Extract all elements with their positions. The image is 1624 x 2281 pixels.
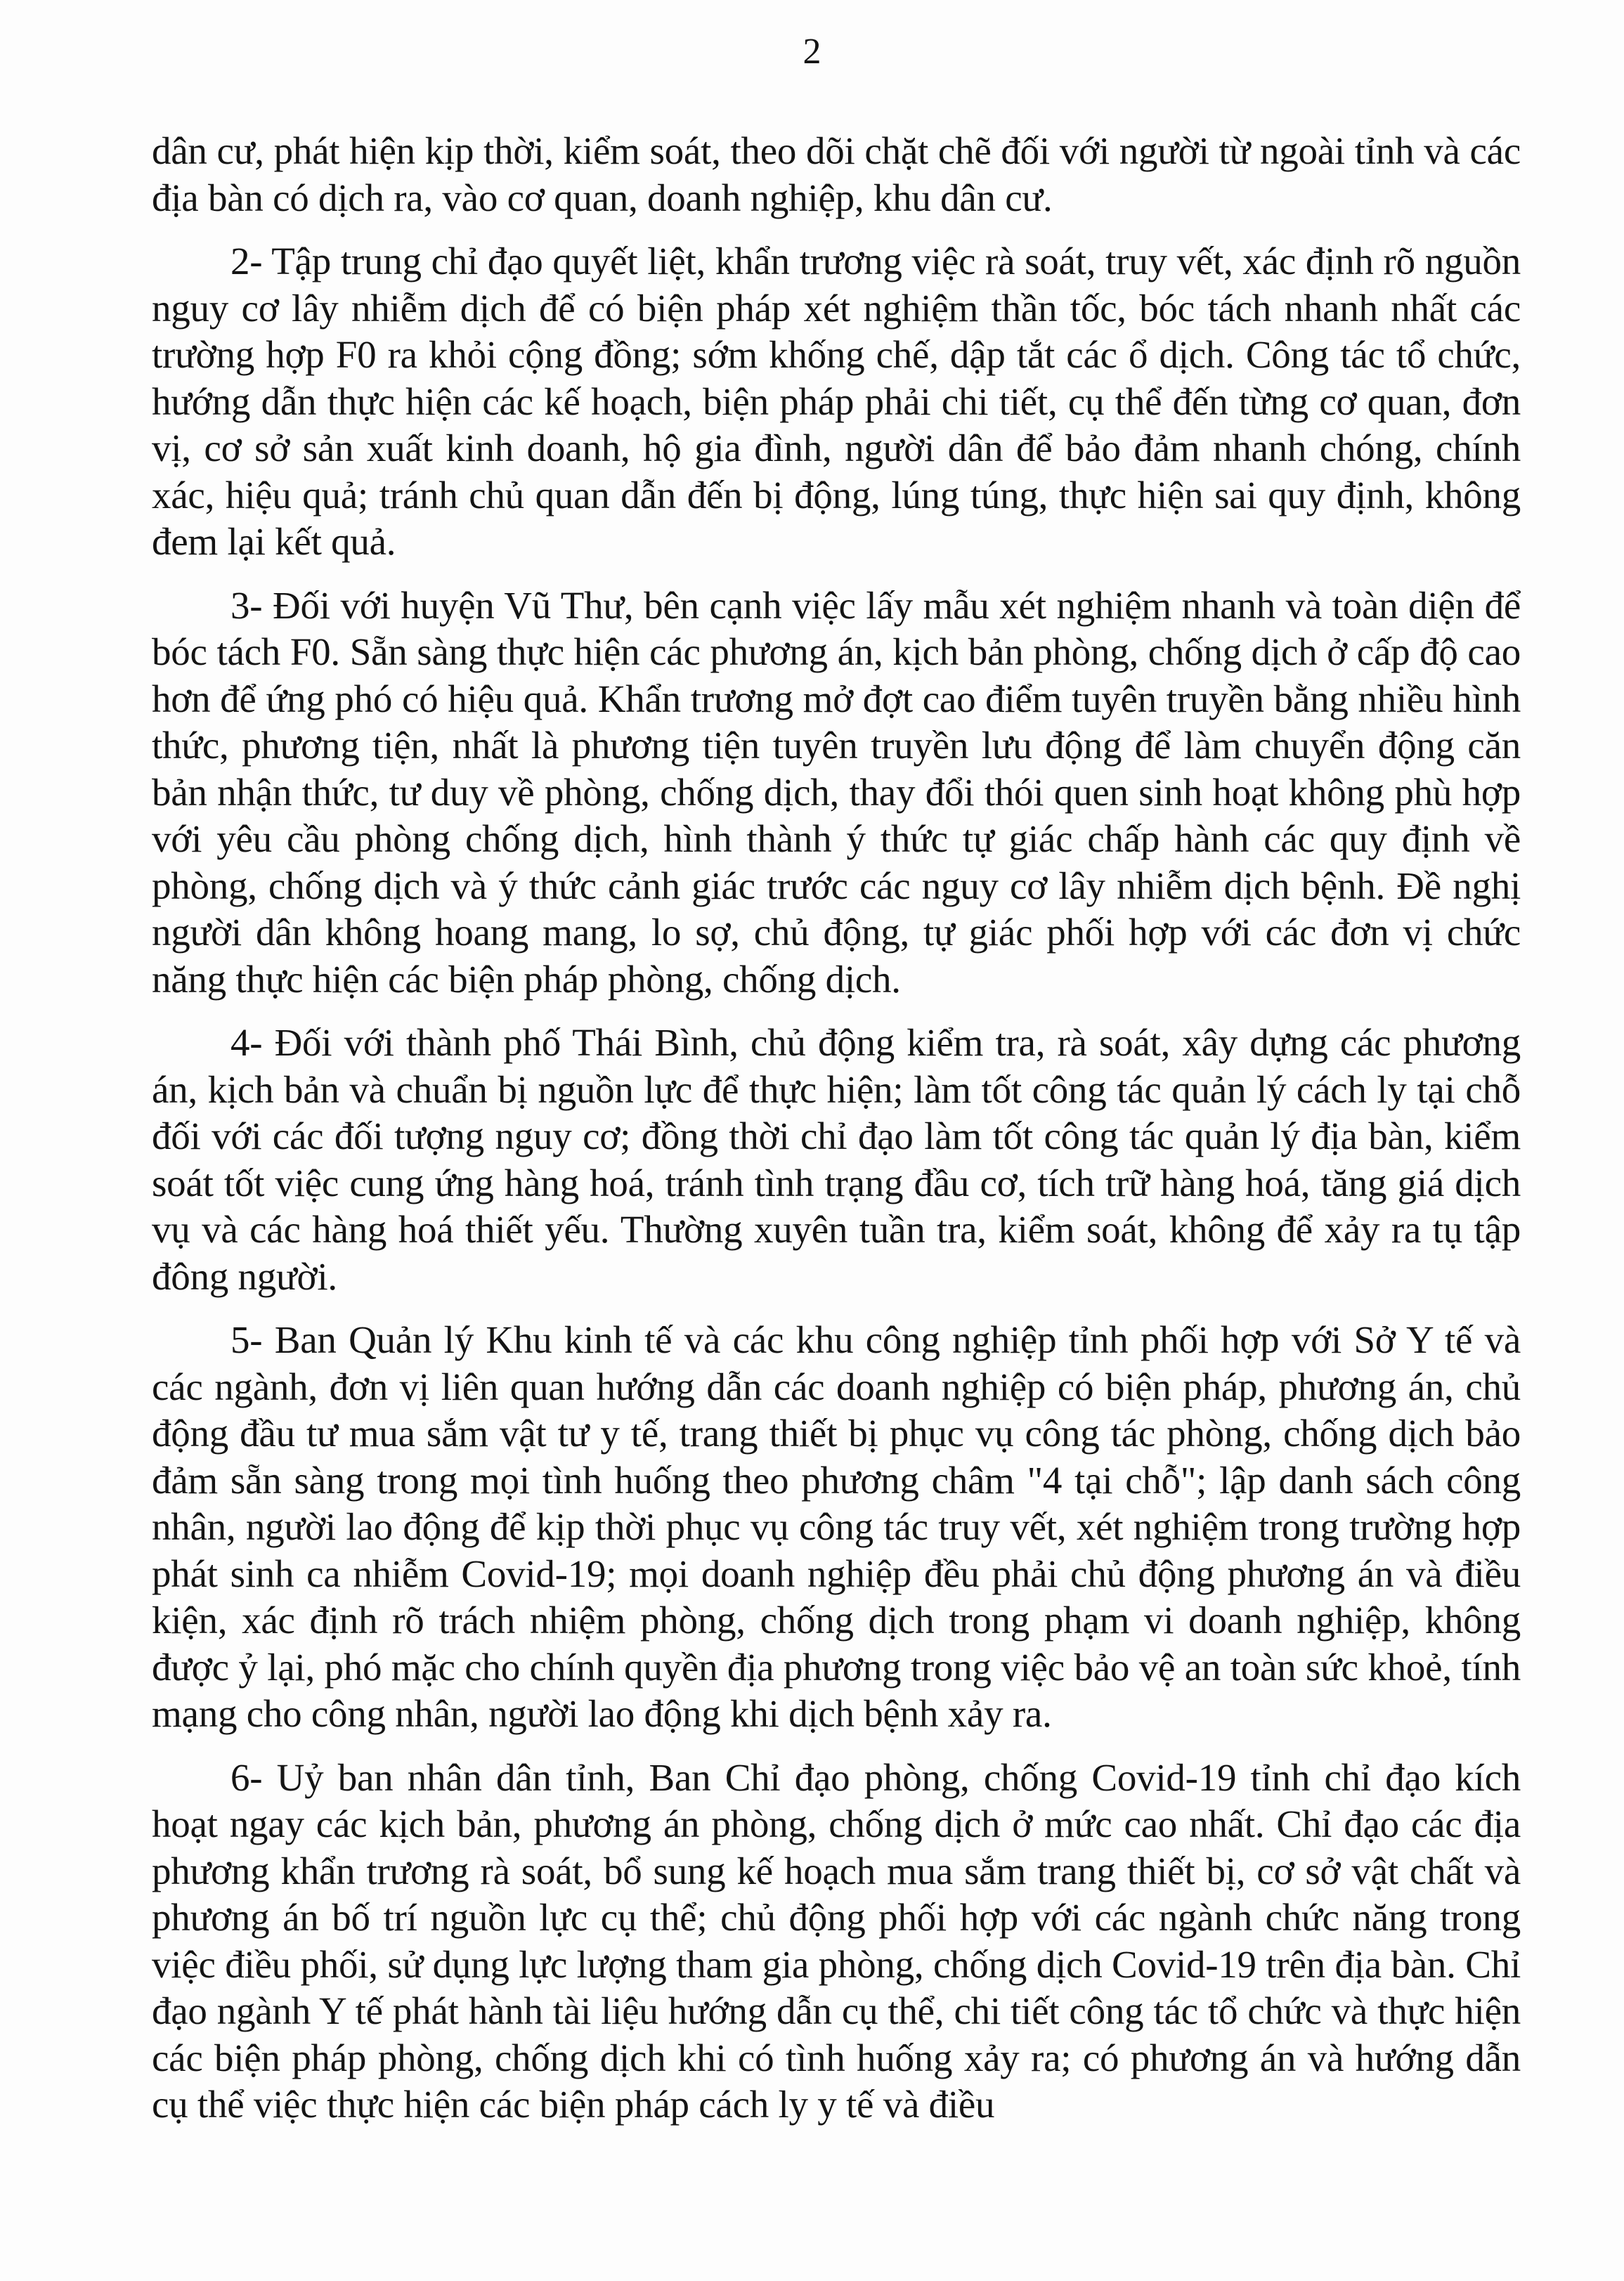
paragraph-item-6: 6- Uỷ ban nhân dân tỉnh, Ban Chỉ đạo phòng, chống Covid-19 tỉnh chỉ đạo kích hoạt ngay các kịch bản, phương án phòng, chống dịch ở mức cao nhất. Chỉ đạo các địa phương khẩn trương rà soát, bổ sung kế hoạch mua sắm trang thiết bị, cơ sở vật chất và phương án bố trí nguồn lực cụ thể; chủ động phối hợp với các ngành chức năng trong việc điều phối, sử dụng lực lượng tham gia phòng, chống dịch Covid-19 trên địa bàn. Chỉ đạo ngành Y tế phát hành tài liệu hướng dẫn cụ thể, chi tiết công tác tổ chức và thực hiện các biện pháp phòng, chống dịch khi có tình huống xảy ra; có phương án và hướng dẫn cụ thể việc thực hiện các biện pháp cách ly y tế và điều (152, 1755, 1521, 2126)
document-body (152, 128, 1521, 2129)
paragraph-item-2: 2- Tập trung chỉ đạo quyết liệt, khẩn trương việc rà soát, truy vết, xác định rõ nguồn nguy cơ lây nhiễm dịch để có biện pháp xét nghiệm thần tốc, bóc tách nhanh nhất các trường hợp F0 ra khỏi cộng đồng; sớm khống chế, dập tắt các ổ dịch. Công tác tổ chức, hướng dẫn thực hiện các kế hoạch, biện pháp phải chi tiết, cụ thể đến từng cơ quan, đơn vị, cơ sở sản xuất kinh doanh, hộ gia đình, người dân để bảo đảm nhanh chóng, chính xác, hiệu quả; tránh chủ quan dẫn đến bị động, lúng túng, thực hiện sai quy định, không đem lại kết quả. (152, 240, 1521, 563)
page-number: 2 (803, 32, 821, 72)
paragraph-continuation: dân cư, phát hiện kịp thời, kiểm soát, theo dõi chặt chẽ đối với người từ ngoài tỉnh và các địa bàn có dịch ra, vào cơ quan, doanh nghiệp, khu dân cư. (152, 129, 1521, 219)
paragraph-item-4: 4- Đối với thành phố Thái Bình, chủ động kiểm tra, rà soát, xây dựng các phương án, kịch bản và chuẩn bị nguồn lực để thực hiện; làm tốt công tác quản lý cách ly tại chỗ đối với các đối tượng nguy cơ; đồng thời chỉ đạo làm tốt công tác quản lý địa bàn, kiểm soát tốt việc cung ứng hàng hoá, tránh tình trạng đầu cơ, tích trữ hàng hoá, tăng giá dịch vụ và các hàng hoá thiết yếu. Thường xuyên tuần tra, kiểm soát, không để xảy ra tụ tập đông người. (152, 1021, 1521, 1298)
paragraph-item-5: 5- Ban Quản lý Khu kinh tế và các khu công nghiệp tỉnh phối hợp với Sở Y tế và các ngành, đơn vị liên quan hướng dẫn các doanh nghiệp có biện pháp, phương án, chủ động đầu tư mua sắm vật tư y tế, trang thiết bị phục vụ công tác phòng, chống dịch bảo đảm sẵn sàng trong mọi tình huống theo phương châm "4 tại chỗ"; lập danh sách công nhân, người lao động để kịp thời phục vụ công tác truy vết, xét nghiệm trong trường hợp phát sinh ca nhiễm Covid-19; mọi doanh nghiệp đều phải chủ động phương án và điều kiện, xác định rõ trách nhiệm phòng, chống dịch trong phạm vi doanh nghiệp, không được ỷ lại, phó mặc cho chính quyền địa phương trong việc bảo vệ an toàn sức khoẻ, tính mạng cho công nhân, người lao động khi dịch bệnh xảy ra. (152, 1318, 1521, 1735)
paragraph-item-3: 3- Đối với huyện Vũ Thư, bên cạnh việc lấy mẫu xét nghiệm nhanh và toàn diện để bóc tách F0. Sẵn sàng thực hiện các phương án, kịch bản phòng, chống dịch ở cấp độ cao hơn để ứng phó có hiệu quả. Khẩn trương mở đợt cao điểm tuyên truyền bằng nhiều hình thức, phương tiện, nhất là phương tiện tuyên truyền lưu động để làm chuyển động căn bản nhận thức, tư duy về phòng, chống dịch, thay đổi thói quen sinh hoạt không phù hợp với yêu cầu phòng chống dịch, hình thành ý thức tự giác chấp hành các quy định về phòng, chống dịch và ý thức cảnh giác trước các nguy cơ lây nhiễm dịch bệnh. Đề nghị người dân không hoang mang, lo sợ, chủ động, tự giác phối hợp với các đơn vị chức năng thực hiện các biện pháp phòng, chống dịch. (152, 583, 1521, 1001)
